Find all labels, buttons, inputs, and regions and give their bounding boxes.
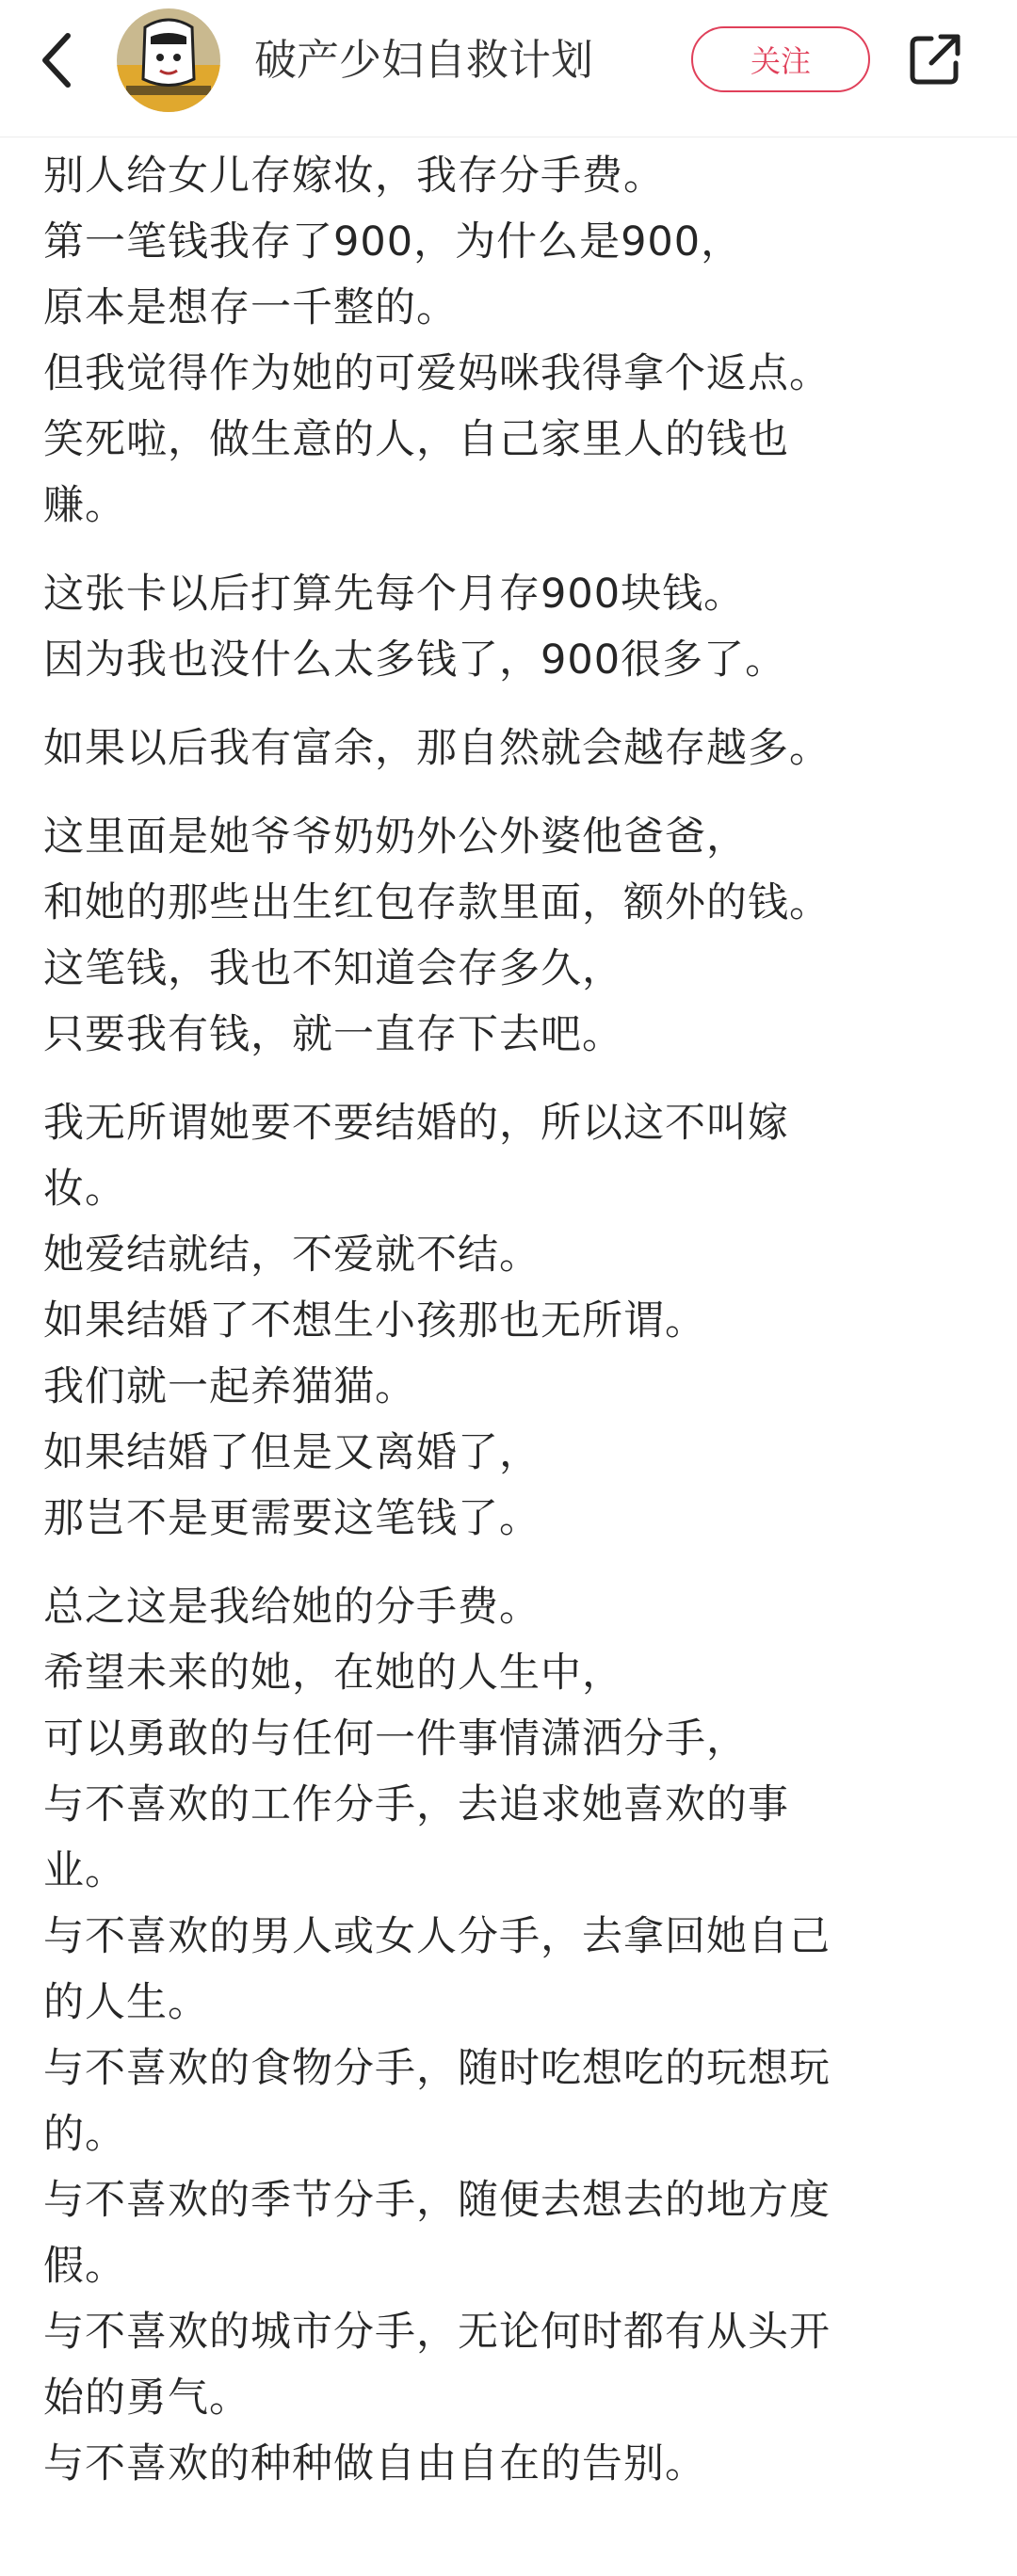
share-button[interactable] — [904, 28, 966, 90]
text-line: 希望未来的她，在她的人生中， — [43, 1650, 623, 1697]
text-line: 与不喜欢的种种做自由自在的告别。 — [43, 2440, 706, 2487]
paragraph — [43, 143, 994, 539]
text-line: 但我觉得作为她的可爱妈咪我得拿个返点。 — [43, 350, 831, 397]
text-line: 这张卡以后打算先每个月存900块钱。 — [43, 571, 746, 618]
avatar[interactable] — [117, 8, 220, 112]
text-line: 原本是想存一千整的。 — [43, 284, 458, 331]
text-line: 这里面是她爷爷奶奶外公外婆他爸爸， — [43, 813, 748, 861]
text-line: 如果结婚了但是又离婚了， — [43, 1429, 541, 1476]
chevron-left-icon — [38, 30, 75, 90]
paragraph — [43, 1090, 994, 1552]
text-line: 只要我有钱，就一直存下去吧。 — [43, 1011, 623, 1058]
text-line: 的人生。 — [43, 1979, 209, 2026]
back-button[interactable] — [28, 30, 85, 90]
text-line: 可以勇敢的与任何一件事情潇洒分手， — [43, 1715, 748, 1763]
text-line: 如果结婚了不想生小孩那也无所谓。 — [43, 1297, 706, 1344]
text-line: 妆。 — [43, 1166, 126, 1213]
paragraph — [43, 1574, 994, 2497]
text-line: 第一笔钱我存了900，为什么是900， — [43, 218, 743, 266]
avatar-image — [117, 8, 220, 112]
post-body — [43, 143, 994, 2520]
paragraph — [43, 716, 994, 781]
text-line: 与不喜欢的季节分手，随便去想去的地方度 — [43, 2177, 831, 2224]
text-line: 如果以后我有富余，那自然就会越存越多。 — [43, 725, 831, 772]
text-line: 假。 — [43, 2243, 126, 2290]
share-external-icon — [907, 31, 963, 88]
text-line: 她爱结就结，不爱就不结。 — [43, 1232, 541, 1279]
paragraph — [43, 561, 994, 693]
text-line: 总之这是我给她的分手费。 — [43, 1584, 541, 1631]
author-name[interactable]: 破产少妇自救计划 — [254, 35, 594, 85]
text-line: 别人给女儿存嫁妆，我存分手费。 — [43, 153, 665, 200]
text-line: 这笔钱，我也不知道会存多久， — [43, 945, 623, 992]
follow-button[interactable]: 关注 — [691, 26, 870, 92]
text-line: 与不喜欢的工作分手，去追求她喜欢的事 — [43, 1781, 789, 1828]
text-line: 与不喜欢的城市分手，无论何时都有从头开 — [43, 2309, 831, 2356]
paragraph — [43, 804, 994, 1068]
top-bar — [0, 0, 1017, 137]
text-line: 的。 — [43, 2111, 126, 2158]
text-line: 我们就一起养猫猫。 — [43, 1363, 416, 1410]
text-line: 赚。 — [43, 482, 126, 529]
text-line: 和她的那些出生红包存款里面，额外的钱。 — [43, 879, 831, 926]
text-line: 与不喜欢的男人或女人分手，去拿回她自己 — [43, 1913, 831, 1960]
text-line: 笑死啦，做生意的人，自己家里人的钱也 — [43, 416, 789, 463]
text-line: 业。 — [43, 1847, 126, 1894]
text-line: 始的勇气。 — [43, 2375, 250, 2422]
text-line: 与不喜欢的食物分手，随时吃想吃的玩想玩 — [43, 2045, 831, 2092]
text-line: 因为我也没什么太多钱了，900很多了。 — [43, 636, 787, 684]
text-line: 我无所谓她要不要结婚的，所以这不叫嫁 — [43, 1100, 789, 1147]
text-line: 那岂不是更需要这笔钱了。 — [43, 1495, 541, 1542]
